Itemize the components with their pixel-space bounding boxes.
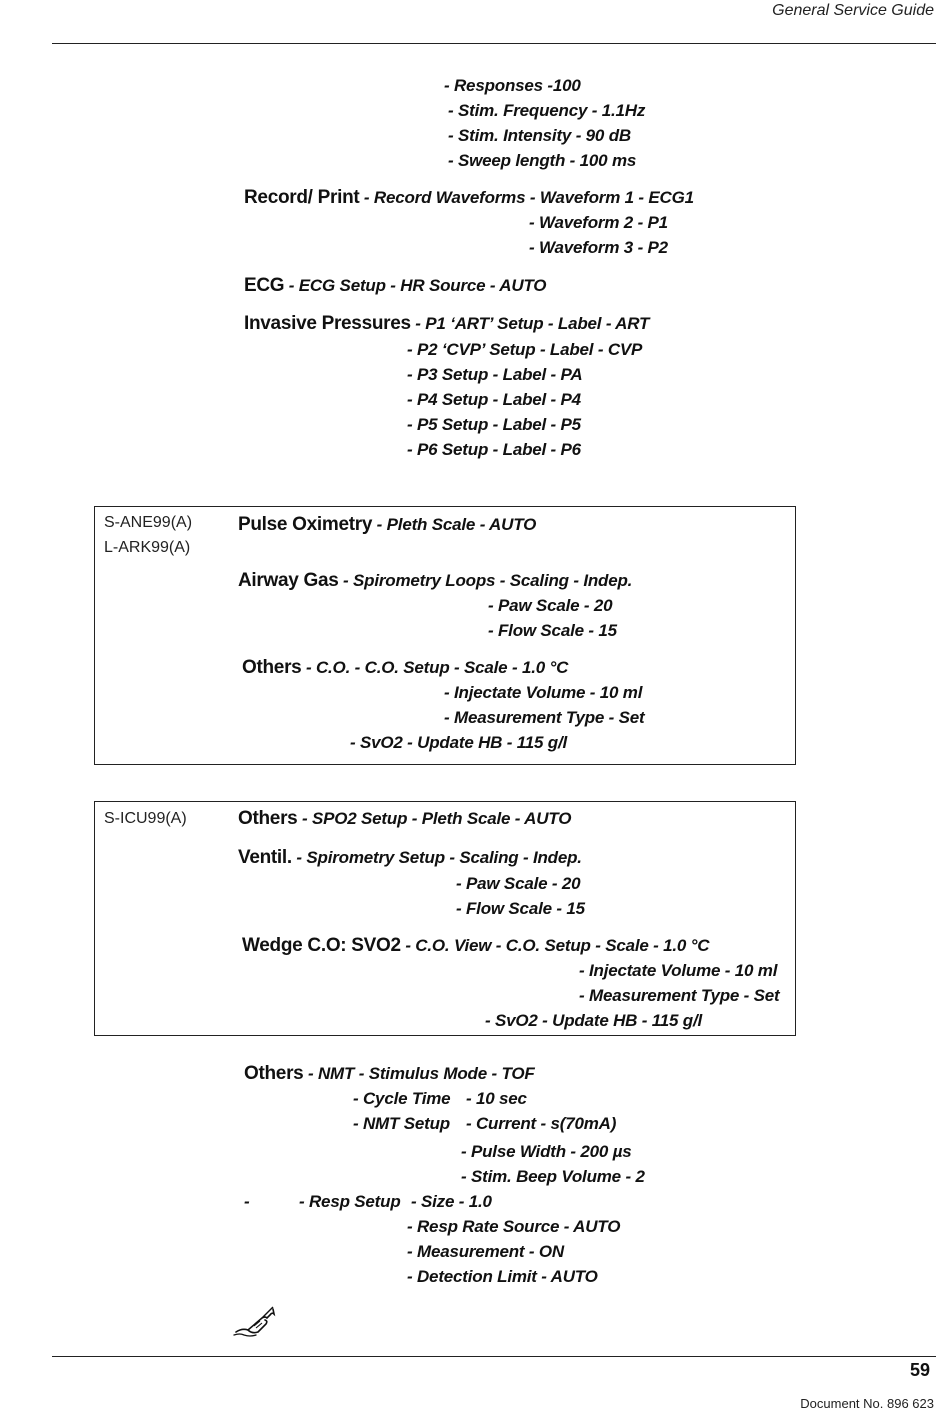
record-print-line2: - Waveform 2 - P1 <box>529 213 668 232</box>
box1-label-ane: S-ANE99(A) <box>104 514 193 531</box>
invasive-line6: - P6 Setup - Label - P6 <box>407 440 581 459</box>
box1-others-section <box>242 657 568 679</box>
wedge-section <box>242 935 709 957</box>
invasive-line4: - P4 Setup - Label - P4 <box>407 390 581 409</box>
bottom-line3b: - Current - s(70mA) <box>466 1114 617 1133</box>
footer-rule <box>52 1356 936 1357</box>
wedge-line1: - C.O. View - C.O. Setup - Scale - 1.0 °C <box>400 936 710 955</box>
bottom-line6a: - <box>244 1192 250 1211</box>
invasive-line2: - P2 ‘CVP’ Setup - Label - CVP <box>407 340 643 359</box>
document-number: Document No. 896 623 <box>800 1396 934 1411</box>
airway-heading: Airway Gas <box>238 570 339 591</box>
line-responses: - Responses -100 <box>444 76 581 95</box>
box1-others-line1: - C.O. - C.O. Setup - Scale - 1.0 °C <box>301 658 569 677</box>
record-print-heading: Record/ Print <box>244 187 360 208</box>
ecg-line1: - ECG Setup - HR Source - AUTO <box>284 276 547 295</box>
line-sweep-length: - Sweep length - 100 ms <box>448 151 637 170</box>
wedge-line4: - SvO2 - Update HB - 115 g/l <box>485 1011 703 1030</box>
box2-others-heading: Others <box>238 808 298 829</box>
running-header: General Service Guide <box>772 2 934 19</box>
box1-others-heading: Others <box>242 657 302 678</box>
bottom-line2b: - 10 sec <box>466 1089 527 1108</box>
bottom-line2: - Cycle Time <box>353 1089 451 1108</box>
record-print-section <box>244 187 694 209</box>
line-stim-frequency: - Stim. Frequency - 1.1Hz <box>448 101 646 120</box>
box1-others-line4: - SvO2 - Update HB - 115 g/l <box>350 733 568 752</box>
airway-gas-section <box>238 570 632 592</box>
airway-line3: - Flow Scale - 15 <box>488 621 617 640</box>
page-number: 59 <box>909 1360 930 1380</box>
record-print-line1: - Record Waveforms - Waveform 1 - ECG1 <box>359 188 694 207</box>
pulse-oximetry-section <box>238 514 536 536</box>
ventil-line2: - Paw Scale - 20 <box>456 874 581 893</box>
invasive-heading: Invasive Pressures <box>244 313 411 334</box>
bottom-line6b: - Resp Setup <box>299 1192 401 1211</box>
bottom-line4: - Pulse Width - 200 µs <box>461 1142 632 1161</box>
box1-label-ark: L-ARK99(A) <box>104 539 191 556</box>
ecg-section <box>244 275 546 297</box>
bottom-others-section <box>244 1063 535 1085</box>
ventil-line1: - Spirometry Setup - Scaling - Indep. <box>291 848 582 867</box>
wedge-heading: Wedge C.O: SVO2 <box>242 935 401 956</box>
pulse-heading: Pulse Oximetry <box>238 514 373 535</box>
invasive-line3: - P3 Setup - Label - PA <box>407 365 583 384</box>
bottom-line5: - Stim. Beep Volume - 2 <box>461 1167 645 1186</box>
box2-others-line1: - SPO2 Setup - Pleth Scale - AUTO <box>297 809 572 828</box>
ventil-line3: - Flow Scale - 15 <box>456 899 585 918</box>
bottom-line7: - Resp Rate Source - AUTO <box>407 1217 621 1236</box>
ventil-section <box>238 847 582 869</box>
writing-hand-icon <box>232 1306 276 1338</box>
invasive-line1: - P1 ‘ART’ Setup - Label - ART <box>410 314 650 333</box>
box1-others-line2: - Injectate Volume - 10 ml <box>444 683 643 702</box>
header-rule <box>52 43 936 44</box>
invasive-section <box>244 313 649 335</box>
bottom-others-heading: Others <box>244 1063 304 1084</box>
ventil-heading: Ventil. <box>238 847 292 868</box>
bottom-line6c: - Size - 1.0 <box>411 1192 492 1211</box>
pulse-line1: - Pleth Scale - AUTO <box>372 515 537 534</box>
box1-others-line3: - Measurement Type - Set <box>444 708 645 727</box>
bottom-line9: - Detection Limit - AUTO <box>407 1267 598 1286</box>
airway-line1: - Spirometry Loops - Scaling - Indep. <box>338 571 633 590</box>
record-print-line3: - Waveform 3 - P2 <box>529 238 668 257</box>
invasive-line5: - P5 Setup - Label - P5 <box>407 415 581 434</box>
line-stim-intensity: - Stim. Intensity - 90 dB <box>448 126 631 145</box>
ecg-heading: ECG <box>244 275 285 296</box>
box2-others-section <box>238 808 571 830</box>
wedge-line3: - Measurement Type - Set <box>579 986 780 1005</box>
bottom-line8: - Measurement - ON <box>407 1242 564 1261</box>
box2-label-icu: S-ICU99(A) <box>104 810 187 827</box>
airway-line2: - Paw Scale - 20 <box>488 596 613 615</box>
bottom-line1: - NMT - Stimulus Mode - TOF <box>303 1064 535 1083</box>
wedge-line2: - Injectate Volume - 10 ml <box>579 961 778 980</box>
bottom-line3: - NMT Setup <box>353 1114 450 1133</box>
